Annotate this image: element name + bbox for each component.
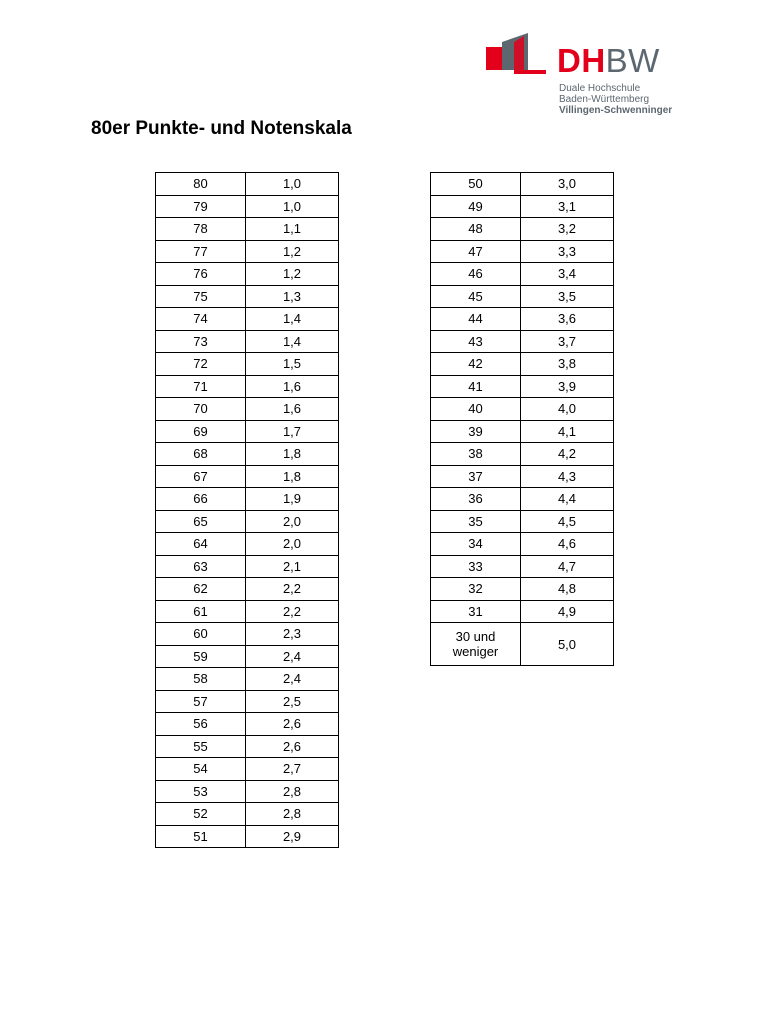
note-cell: 3,3 bbox=[521, 240, 614, 263]
note-cell: 2,8 bbox=[246, 780, 339, 803]
grade-table-right bbox=[430, 172, 614, 666]
punkte-cell: 79 bbox=[156, 195, 246, 218]
table-row bbox=[431, 555, 614, 578]
punkte-cell: 40 bbox=[431, 398, 521, 421]
punkte-cell: 50 bbox=[431, 173, 521, 196]
note-cell: 1,1 bbox=[246, 218, 339, 241]
dhbw-logo bbox=[484, 32, 684, 122]
punkte-cell: 48 bbox=[431, 218, 521, 241]
punkte-cell: 66 bbox=[156, 488, 246, 511]
punkte-cell: 45 bbox=[431, 285, 521, 308]
table-row bbox=[431, 263, 614, 286]
note-cell: 4,2 bbox=[521, 443, 614, 466]
note-cell: 2,1 bbox=[246, 555, 339, 578]
punkte-cell: 52 bbox=[156, 803, 246, 826]
table-row bbox=[156, 488, 339, 511]
note-cell: 3,8 bbox=[521, 353, 614, 376]
note-cell: 3,4 bbox=[521, 263, 614, 286]
punkte-cell: 44 bbox=[431, 308, 521, 331]
table-row bbox=[156, 465, 339, 488]
note-cell: 2,6 bbox=[246, 735, 339, 758]
note-cell: 2,0 bbox=[246, 533, 339, 556]
table-row bbox=[431, 398, 614, 421]
logo-wordmark-dh: DH bbox=[557, 42, 606, 79]
grade-table-right-body bbox=[431, 173, 614, 666]
table-row bbox=[156, 780, 339, 803]
punkte-cell: 70 bbox=[156, 398, 246, 421]
table-row bbox=[156, 735, 339, 758]
punkte-cell: 67 bbox=[156, 465, 246, 488]
punkte-cell: 59 bbox=[156, 645, 246, 668]
table-row bbox=[156, 218, 339, 241]
punkte-cell: 62 bbox=[156, 578, 246, 601]
note-cell: 5,0 bbox=[521, 623, 614, 666]
table-row bbox=[156, 240, 339, 263]
table-row bbox=[156, 308, 339, 331]
note-cell: 4,0 bbox=[521, 398, 614, 421]
punkte-cell: 37 bbox=[431, 465, 521, 488]
table-row bbox=[431, 465, 614, 488]
punkte-cell: 55 bbox=[156, 735, 246, 758]
note-cell: 1,0 bbox=[246, 173, 339, 196]
table-row bbox=[431, 533, 614, 556]
table-row bbox=[156, 285, 339, 308]
logo-subtitle-line2: Baden-Württemberg bbox=[559, 94, 650, 105]
note-cell: 4,4 bbox=[521, 488, 614, 511]
note-cell: 3,2 bbox=[521, 218, 614, 241]
note-cell: 1,9 bbox=[246, 488, 339, 511]
grade-table-left bbox=[155, 172, 339, 848]
table-row bbox=[431, 330, 614, 353]
note-cell: 1,0 bbox=[246, 195, 339, 218]
punkte-cell: 32 bbox=[431, 578, 521, 601]
table-row bbox=[156, 533, 339, 556]
table-row bbox=[156, 420, 339, 443]
punkte-cell: 39 bbox=[431, 420, 521, 443]
punkte-cell: 64 bbox=[156, 533, 246, 556]
table-row bbox=[156, 510, 339, 533]
table-row bbox=[156, 758, 339, 781]
punkte-cell: 60 bbox=[156, 623, 246, 646]
punkte-cell: 31 bbox=[431, 600, 521, 623]
note-cell: 2,2 bbox=[246, 600, 339, 623]
note-cell: 1,4 bbox=[246, 330, 339, 353]
note-cell: 3,1 bbox=[521, 195, 614, 218]
table-row bbox=[156, 713, 339, 736]
punkte-cell: 49 bbox=[431, 195, 521, 218]
note-cell: 3,9 bbox=[521, 375, 614, 398]
table-row bbox=[431, 285, 614, 308]
punkte-cell: 63 bbox=[156, 555, 246, 578]
punkte-cell: 56 bbox=[156, 713, 246, 736]
punkte-cell: 41 bbox=[431, 375, 521, 398]
note-cell: 3,6 bbox=[521, 308, 614, 331]
punkte-cell: 61 bbox=[156, 600, 246, 623]
punkte-cell: 46 bbox=[431, 263, 521, 286]
note-cell: 1,6 bbox=[246, 398, 339, 421]
punkte-cell: 58 bbox=[156, 668, 246, 691]
table-row bbox=[156, 173, 339, 196]
punkte-cell: 36 bbox=[431, 488, 521, 511]
table-row bbox=[431, 623, 614, 666]
note-cell: 2,8 bbox=[246, 803, 339, 826]
note-cell: 1,4 bbox=[246, 308, 339, 331]
punkte-cell: 57 bbox=[156, 690, 246, 713]
punkte-cell: 80 bbox=[156, 173, 246, 196]
note-cell: 4,3 bbox=[521, 465, 614, 488]
punkte-cell: 73 bbox=[156, 330, 246, 353]
punkte-cell: 47 bbox=[431, 240, 521, 263]
note-cell: 4,6 bbox=[521, 533, 614, 556]
table-row bbox=[431, 578, 614, 601]
punkte-cell: 30 und weniger bbox=[431, 623, 521, 666]
table-row bbox=[431, 510, 614, 533]
table-row bbox=[156, 645, 339, 668]
logo-subtitle-line3: Villingen-Schwenninger bbox=[559, 105, 673, 116]
punkte-cell: 68 bbox=[156, 443, 246, 466]
punkte-cell: 71 bbox=[156, 375, 246, 398]
note-cell: 2,0 bbox=[246, 510, 339, 533]
table-row bbox=[431, 308, 614, 331]
table-row bbox=[431, 375, 614, 398]
table-row bbox=[156, 330, 339, 353]
table-row bbox=[156, 443, 339, 466]
note-cell: 2,3 bbox=[246, 623, 339, 646]
table-row bbox=[431, 443, 614, 466]
note-cell: 3,0 bbox=[521, 173, 614, 196]
punkte-cell: 33 bbox=[431, 555, 521, 578]
table-row bbox=[431, 600, 614, 623]
note-cell: 1,3 bbox=[246, 285, 339, 308]
punkte-cell: 42 bbox=[431, 353, 521, 376]
table-row bbox=[156, 398, 339, 421]
grade-table-left-body bbox=[156, 173, 339, 848]
table-row bbox=[431, 353, 614, 376]
punkte-cell: 38 bbox=[431, 443, 521, 466]
note-cell: 2,6 bbox=[246, 713, 339, 736]
note-cell: 4,7 bbox=[521, 555, 614, 578]
note-cell: 1,8 bbox=[246, 465, 339, 488]
punkte-cell: 75 bbox=[156, 285, 246, 308]
table-row bbox=[431, 195, 614, 218]
punkte-cell: 54 bbox=[156, 758, 246, 781]
page-title: 80er Punkte- und Notenskala bbox=[91, 118, 352, 139]
table-row bbox=[431, 488, 614, 511]
table-row bbox=[156, 623, 339, 646]
table-row bbox=[431, 240, 614, 263]
punkte-cell: 53 bbox=[156, 780, 246, 803]
note-cell: 2,7 bbox=[246, 758, 339, 781]
punkte-cell: 74 bbox=[156, 308, 246, 331]
punkte-cell: 65 bbox=[156, 510, 246, 533]
note-cell: 2,2 bbox=[246, 578, 339, 601]
note-cell: 1,6 bbox=[246, 375, 339, 398]
table-row bbox=[156, 195, 339, 218]
table-row bbox=[156, 600, 339, 623]
table-row bbox=[156, 353, 339, 376]
table-row bbox=[156, 825, 339, 848]
note-cell: 1,2 bbox=[246, 263, 339, 286]
table-row bbox=[431, 420, 614, 443]
note-cell: 3,5 bbox=[521, 285, 614, 308]
punkte-cell: 72 bbox=[156, 353, 246, 376]
note-cell: 1,8 bbox=[246, 443, 339, 466]
punkte-cell: 76 bbox=[156, 263, 246, 286]
note-cell: 2,9 bbox=[246, 825, 339, 848]
note-cell: 4,5 bbox=[521, 510, 614, 533]
note-cell: 2,5 bbox=[246, 690, 339, 713]
note-cell: 2,4 bbox=[246, 645, 339, 668]
punkte-cell: 34 bbox=[431, 533, 521, 556]
punkte-cell: 69 bbox=[156, 420, 246, 443]
note-cell: 1,5 bbox=[246, 353, 339, 376]
note-cell: 1,7 bbox=[246, 420, 339, 443]
table-row bbox=[156, 668, 339, 691]
table-row bbox=[156, 555, 339, 578]
note-cell: 4,1 bbox=[521, 420, 614, 443]
table-row bbox=[431, 173, 614, 196]
punkte-cell: 77 bbox=[156, 240, 246, 263]
table-row bbox=[156, 690, 339, 713]
logo-wordmark bbox=[557, 43, 660, 79]
table-row bbox=[156, 803, 339, 826]
table-row bbox=[156, 578, 339, 601]
punkte-cell: 35 bbox=[431, 510, 521, 533]
table-row bbox=[156, 263, 339, 286]
punkte-cell: 51 bbox=[156, 825, 246, 848]
note-cell: 3,7 bbox=[521, 330, 614, 353]
logo-subtitle-line1: Duale Hochschule bbox=[559, 83, 641, 94]
dhbw-logo-mark-icon bbox=[484, 32, 556, 92]
note-cell: 4,8 bbox=[521, 578, 614, 601]
punkte-cell: 78 bbox=[156, 218, 246, 241]
table-row bbox=[156, 375, 339, 398]
note-cell: 4,9 bbox=[521, 600, 614, 623]
note-cell: 1,2 bbox=[246, 240, 339, 263]
logo-wordmark-bw: BW bbox=[605, 42, 660, 79]
table-row bbox=[431, 218, 614, 241]
punkte-cell: 43 bbox=[431, 330, 521, 353]
note-cell: 2,4 bbox=[246, 668, 339, 691]
